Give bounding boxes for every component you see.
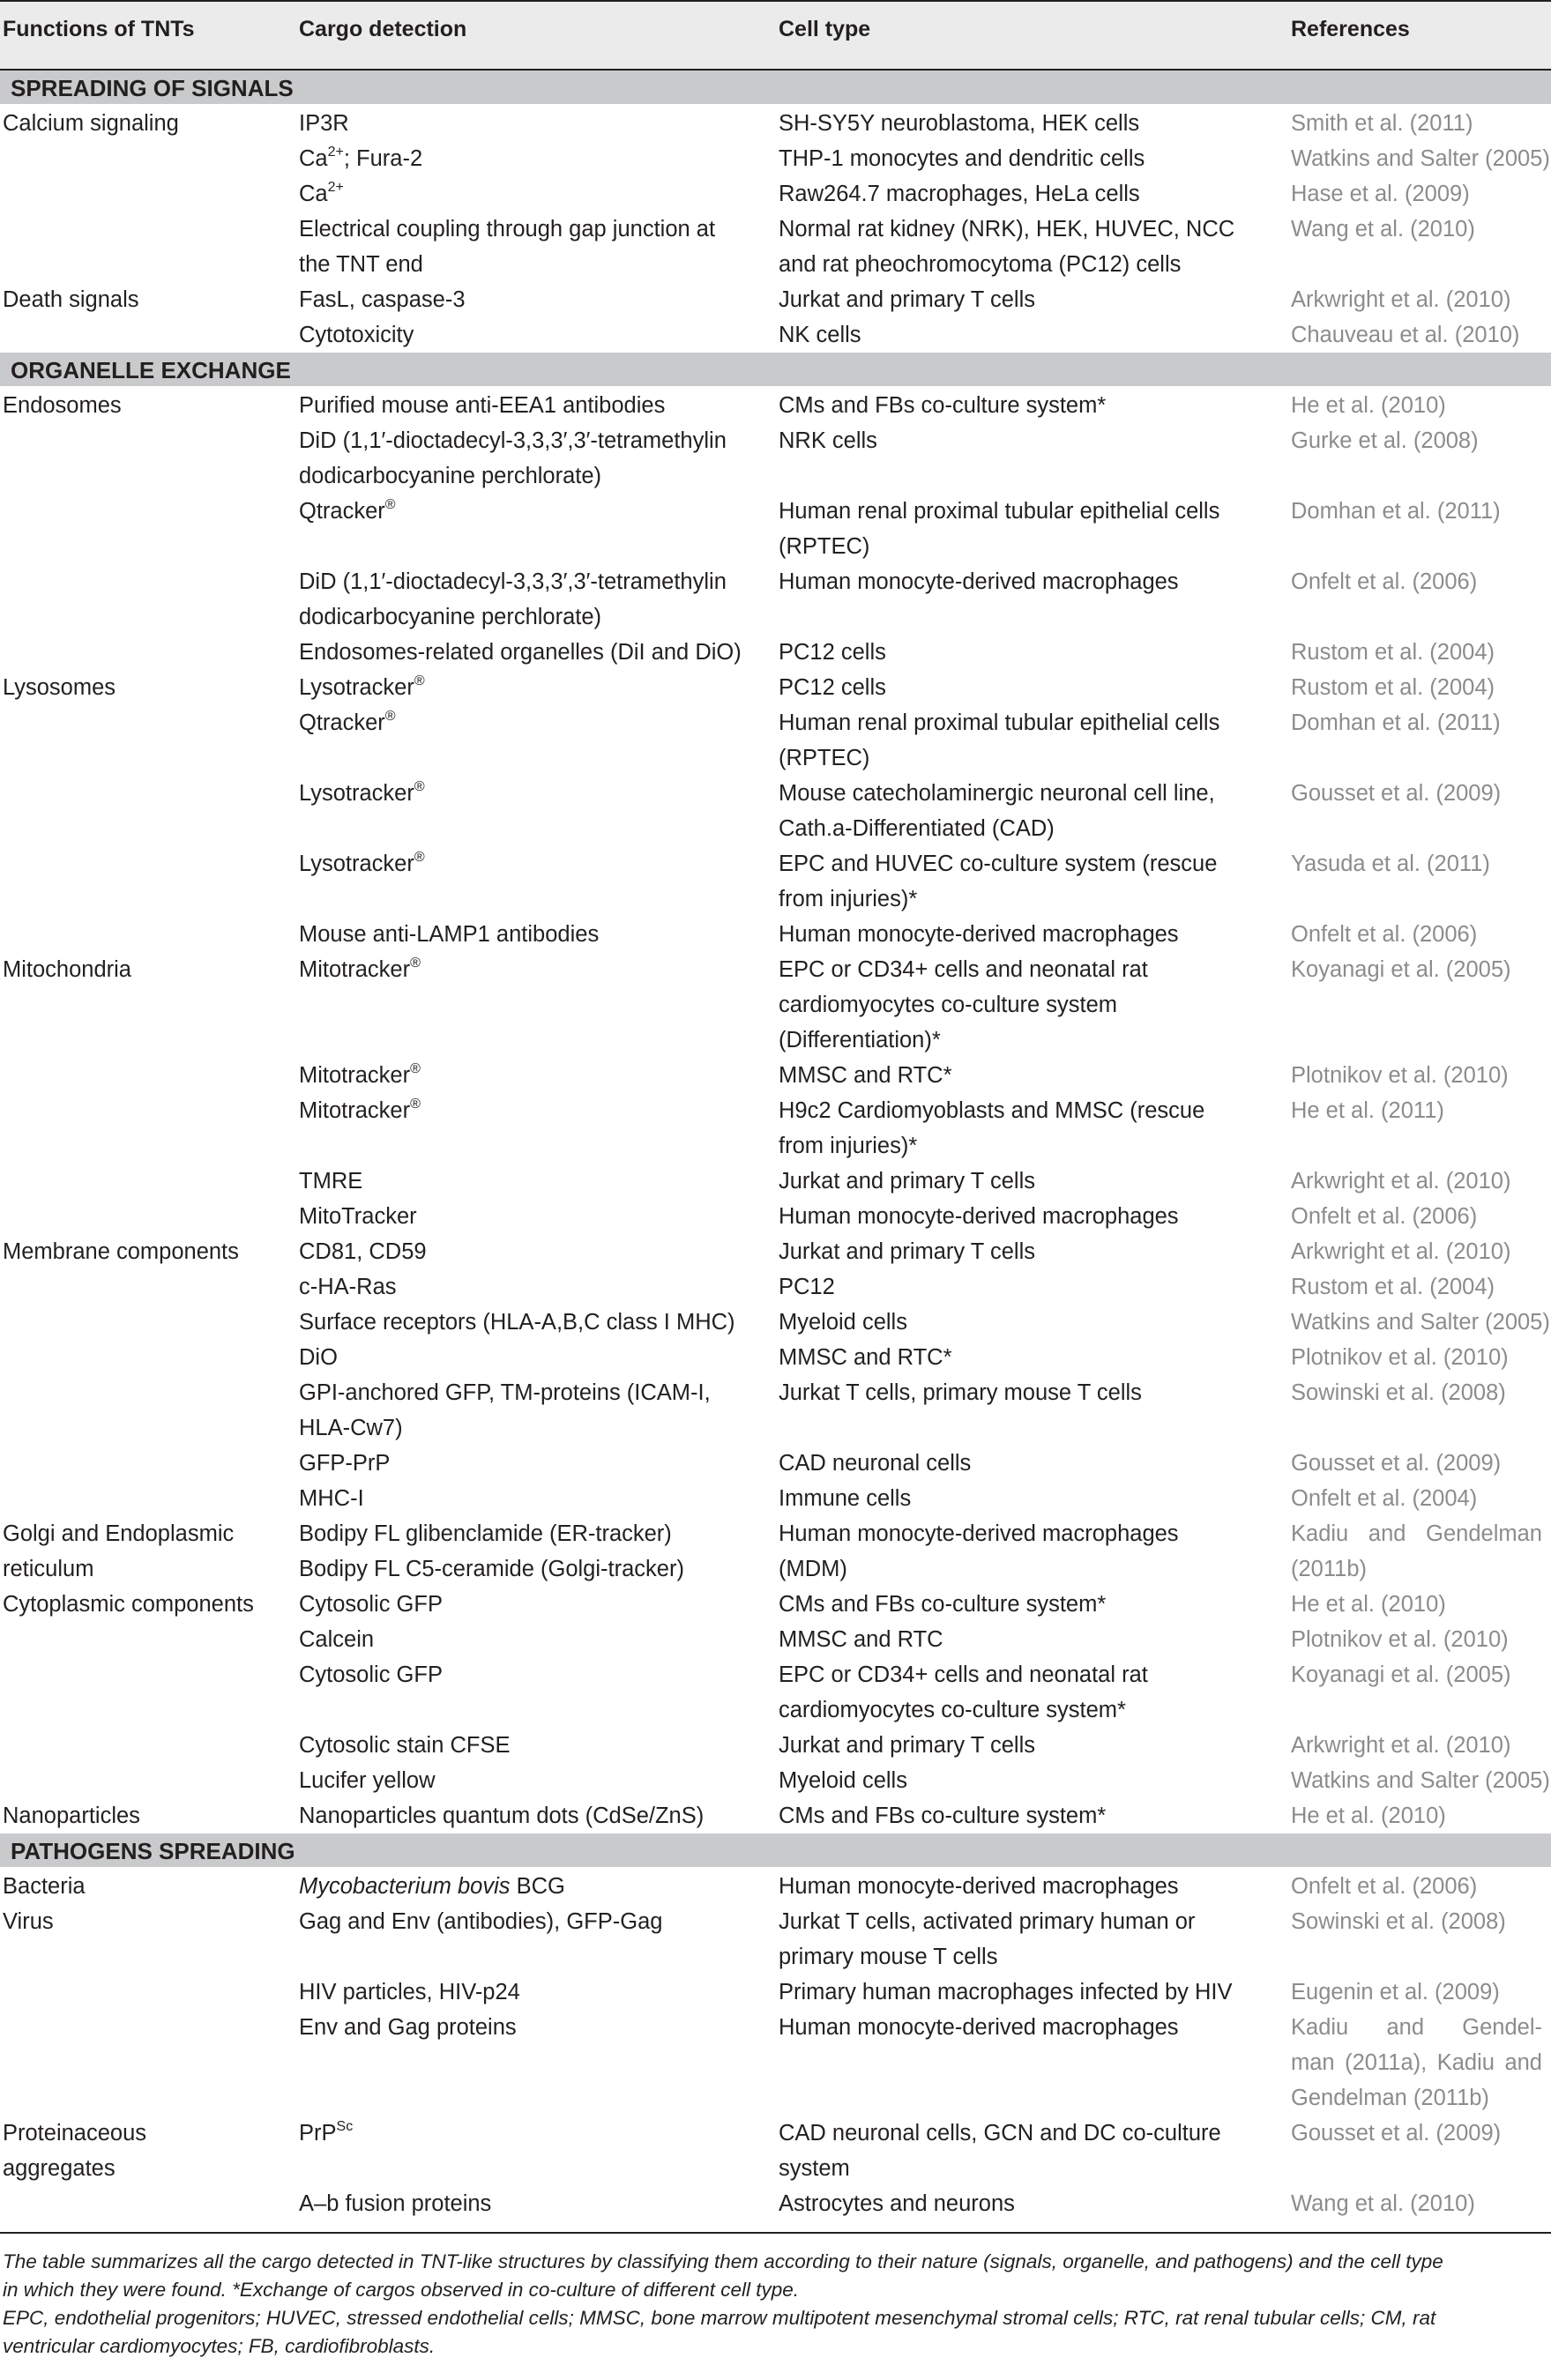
reference-cell: Domhan et al. (2011) [1291, 499, 1501, 524]
cargo-cell: Mitotracker® [299, 955, 421, 982]
cargo-cell: Qtracker® [299, 708, 396, 735]
table-row [0, 1869, 1551, 1904]
reference-cell: Onfelt et al. (2006) [1291, 922, 1478, 947]
cell-type-cell: Normal rat kidney (NRK), HEK, HUVEC, NCC and rat pheochromocytoma (PC12) cells [779, 217, 1235, 277]
cargo-cell: Lysotracker® [299, 849, 425, 876]
table-header [0, 0, 1551, 71]
reference-cell: Wang et al. (2010) [1291, 217, 1475, 242]
cell-type-cell: NRK cells [779, 428, 877, 453]
cell-type-cell: Human monocyte-derived macrophages [779, 1204, 1179, 1229]
section-header [0, 1833, 1551, 1867]
cargo-cell: Env and Gag proteins [299, 2015, 517, 2040]
cargo-cell: Mitotracker® [299, 1060, 421, 1088]
cell-type-cell: Jurkat and primary T cells [779, 1239, 1035, 1264]
function-cell: Calcium signaling [3, 111, 179, 136]
cargo-cell: MitoTracker [299, 1204, 417, 1229]
table-row [0, 1657, 1551, 1728]
cell-type-cell: Raw264.7 macrophages, HeLa cells [779, 182, 1140, 206]
cargo-cell: Surface receptors (HLA-A,B,C class I MHC) [299, 1310, 735, 1335]
cargo-cell: Cytosolic GFP [299, 1592, 443, 1617]
cargo-cell: Purified mouse anti-EEA1 antibodies [299, 393, 666, 418]
table-row [0, 176, 1551, 212]
reference-cell: Arkwright et al. (2010) [1291, 287, 1511, 312]
table-row [0, 917, 1551, 952]
table-row [0, 1446, 1551, 1481]
table-row [0, 1975, 1551, 2010]
reference-cell: Wang et al. (2010) [1291, 2191, 1475, 2216]
reference-cell: Rustom et al. (2004) [1291, 1275, 1495, 1299]
cell-type-cell: CAD neuronal cells [779, 1451, 972, 1476]
reference-cell: Onfelt et al. (2006) [1291, 1874, 1478, 1899]
table-row [0, 776, 1551, 846]
cargo-cell: Cytotoxicity [299, 323, 414, 347]
table-row [0, 705, 1551, 776]
table-row [0, 846, 1551, 917]
cell-type-cell: Human monocyte-derived macrophages [779, 922, 1179, 947]
table-row [0, 1164, 1551, 1199]
cargo-cell: Lysotracker® [299, 673, 425, 700]
table-row [0, 2010, 1551, 2116]
cell-type-cell: CMs and FBs co-culture system* [779, 1592, 1107, 1617]
cargo-cell: Endosomes-related organelles (DiI and DiO) [299, 640, 742, 665]
cargo-cell: DiD (1,1′-dioctadecyl-3,3,3′,3′-tetramethylin dodicarbocyanine perchlorate) [299, 569, 727, 629]
reference-cell: Sowinski et al. (2008) [1291, 1909, 1506, 1934]
reference-cell: Watkins and Salter (2005) [1291, 1310, 1550, 1335]
table-row [0, 1798, 1551, 1833]
table-row [0, 1058, 1551, 1093]
section-header [0, 71, 1551, 104]
cargo-cell: Mycobacterium bovis BCG [299, 1874, 565, 1899]
cargo-cell: Gag and Env (antibodies), GFP-Gag [299, 1909, 663, 1934]
table-row [0, 1234, 1551, 1269]
table-body [0, 71, 1551, 2221]
reference-cell: Eugenin et al. (2009) [1291, 1980, 1500, 2004]
table-row [0, 1481, 1551, 1516]
cargo-cell: CD81, CD59 [299, 1239, 427, 1264]
reference-cell: Rustom et al. (2004) [1291, 675, 1495, 700]
table-row [0, 1340, 1551, 1375]
cargo-cell: GFP-PrP [299, 1451, 391, 1476]
cargo-cell: $Ca^{2+}$; Fura-2 [299, 144, 423, 171]
table-row [0, 106, 1551, 141]
reference-cell: Plotnikov et al. (2010) [1291, 1345, 1509, 1370]
footnote-line: in which they were found. *Exchange of cargos observed in co-culture of different cell type. [3, 2279, 799, 2301]
cell-type-cell: Human renal proximal tubular epithelial cells (RPTEC) [779, 710, 1220, 770]
reference-cell: Kadiu and Gendel- man (2011a), Kadiu and Gendelman (2011b) [1291, 2015, 1542, 2110]
reference-cell: Koyanagi et al. (2005) [1291, 1662, 1511, 1687]
table-row [0, 212, 1551, 282]
cell-type-cell: MMSC and RTC* [779, 1063, 952, 1088]
table-row [0, 1093, 1551, 1164]
cell-type-cell: Jurkat T cells, activated primary human or primary mouse T cells [779, 1909, 1196, 1969]
table-row [0, 1622, 1551, 1657]
reference-cell: He et al. (2010) [1291, 1804, 1446, 1828]
function-cell: Membrane components [3, 1239, 239, 1264]
function-cell: Lysosomes [3, 675, 116, 700]
table-bottom-rule [0, 2232, 1551, 2234]
reference-cell: Arkwright et al. (2010) [1291, 1169, 1511, 1194]
reference-cell: Hase et al. (2009) [1291, 182, 1470, 206]
table-row [0, 388, 1551, 423]
cell-type-cell: Immune cells [779, 1486, 912, 1511]
cell-type-cell: Human monocyte-derived macrophages [779, 2015, 1179, 2040]
table-row [0, 2186, 1551, 2221]
section-title: PATHOGENS SPREADING [11, 1838, 295, 1864]
function-cell: Nanoparticles [3, 1804, 140, 1828]
cell-type-cell: H9c2 Cardiomyoblasts and MMSC (rescue from injuries)* [779, 1098, 1205, 1158]
cell-type-cell: EPC and HUVEC co-culture system (rescue from injuries)* [779, 852, 1218, 911]
cargo-cell: Nanoparticles quantum dots (CdSe/ZnS) [299, 1804, 705, 1828]
table-row [0, 1516, 1551, 1587]
function-cell: Death signals [3, 287, 139, 312]
function-cell: Virus [3, 1909, 54, 1934]
table-row [0, 1587, 1551, 1622]
cargo-cell: Mouse anti-LAMP1 antibodies [299, 922, 600, 947]
function-cell: Endosomes [3, 393, 122, 418]
cargo-cell: DiO [299, 1345, 338, 1370]
table-row [0, 670, 1551, 705]
table-row [0, 2116, 1551, 2186]
reference-cell: Kadiu and Gendelman (2011b) [1291, 1521, 1542, 1581]
cell-type-cell: MMSC and RTC [779, 1627, 943, 1652]
cell-type-cell: EPC or CD34+ cells and neonatal rat cardiomyocytes co-culture system* [779, 1662, 1148, 1722]
table-row [0, 1763, 1551, 1798]
reference-cell: He et al. (2010) [1291, 393, 1446, 418]
footnote-line: ventricular cardiomyocytes; FB, cardiofibroblasts. [3, 2335, 436, 2357]
reference-cell: Arkwright et al. (2010) [1291, 1733, 1511, 1758]
table-row [0, 282, 1551, 317]
cargo-cell: Cytosolic GFP [299, 1662, 443, 1687]
function-cell: Proteinaceous aggregates [3, 2121, 147, 2181]
cell-type-cell: Jurkat and primary T cells [779, 287, 1035, 312]
table-row [0, 952, 1551, 1058]
function-cell: Cytoplasmic components [3, 1592, 254, 1617]
section-title: SPREADING OF SIGNALS [11, 75, 294, 101]
cell-type-cell: PC12 cells [779, 640, 886, 665]
cell-type-cell: Human monocyte-derived macrophages [779, 1874, 1179, 1899]
table-row [0, 635, 1551, 670]
cell-type-cell: Myeloid cells [779, 1310, 907, 1335]
cell-type-cell: EPC or CD34+ cells and neonatal rat cardiomyocytes co-culture system (Differentiation)* [779, 957, 1148, 1052]
reference-cell: Onfelt et al. (2006) [1291, 569, 1478, 594]
reference-cell: Plotnikov et al. (2010) [1291, 1627, 1509, 1652]
cargo-cell: IP3R [299, 111, 349, 136]
table-row [0, 1904, 1551, 1975]
table-row [0, 1269, 1551, 1305]
table-row [0, 564, 1551, 635]
table-row [0, 317, 1551, 353]
cell-type-cell: Human monocyte-derived macrophages [779, 569, 1179, 594]
reference-cell: Chauveau et al. (2010) [1291, 323, 1520, 347]
cargo-cell: Lysotracker® [299, 778, 425, 806]
reference-cell: Arkwright et al. (2010) [1291, 1239, 1511, 1264]
reference-cell: Gurke et al. (2008) [1291, 428, 1479, 453]
cargo-cell: c-HA-Ras [299, 1275, 397, 1299]
cell-type-cell: CMs and FBs co-culture system* [779, 1804, 1107, 1828]
cargo-cell: Qtracker® [299, 496, 396, 524]
cargo-cell: DiD (1,1′-dioctadecyl-3,3,3′,3′-tetramethylin dodicarbocyanine perchlorate) [299, 428, 727, 488]
cell-type-cell: Jurkat and primary T cells [779, 1733, 1035, 1758]
cell-type-cell: CAD neuronal cells, GCN and DC co-culture system [779, 2121, 1221, 2181]
function-cell: Golgi and Endoplasmic reticulum [3, 1521, 235, 1581]
cell-type-cell: Jurkat T cells, primary mouse T cells [779, 1380, 1142, 1405]
footnote-line: EPC, endothelial progenitors; HUVEC, stressed endothelial cells; MMSC, bone marrow multipotent mesenchymal stromal cells; RTC, rat renal tubular cells; CM, rat [3, 2307, 1436, 2329]
cell-type-cell: MMSC and RTC* [779, 1345, 952, 1370]
table-footnote [3, 2248, 1546, 2361]
header-cell-type: Cell type [779, 17, 871, 41]
reference-cell: Onfelt et al. (2004) [1291, 1486, 1478, 1511]
reference-cell: He et al. (2010) [1291, 1592, 1446, 1617]
reference-cell: He et al. (2011) [1291, 1098, 1444, 1123]
cargo-cell: Calcein [299, 1627, 375, 1652]
reference-cell: Rustom et al. (2004) [1291, 640, 1495, 665]
reference-cell: Smith et al. (2011) [1291, 111, 1473, 136]
reference-cell: Domhan et al. (2011) [1291, 710, 1501, 735]
header-references: References [1291, 17, 1410, 41]
table-row [0, 423, 1551, 494]
reference-cell: Gousset et al. (2009) [1291, 1451, 1502, 1476]
cell-type-cell: NK cells [779, 323, 861, 347]
reference-cell: Gousset et al. (2009) [1291, 781, 1502, 806]
cargo-cell: Mitotracker® [299, 1096, 421, 1123]
cell-type-cell: Human monocyte-derived macrophages (MDM) [779, 1521, 1179, 1581]
cell-type-cell: THP-1 monocytes and dendritic cells [779, 146, 1145, 171]
cell-type-cell: Astrocytes and neurons [779, 2191, 1015, 2216]
function-cell: Bacteria [3, 1874, 86, 1899]
table-row [0, 141, 1551, 176]
cargo-cell: HIV particles, HIV-p24 [299, 1980, 520, 2004]
reference-cell: Gousset et al. (2009) [1291, 2121, 1502, 2146]
reference-cell: Plotnikov et al. (2010) [1291, 1063, 1509, 1088]
cell-type-cell: Human renal proximal tubular epithelial cells (RPTEC) [779, 499, 1220, 559]
section-title: ORGANELLE EXCHANGE [11, 357, 291, 383]
cargo-cell: Cytosolic stain CFSE [299, 1733, 511, 1758]
cargo-cell: FasL, caspase-3 [299, 287, 466, 312]
cargo-cell: Lucifer yellow [299, 1768, 436, 1793]
cell-type-cell: Jurkat and primary T cells [779, 1169, 1035, 1194]
reference-cell: Watkins and Salter (2005) [1291, 1768, 1550, 1793]
cell-type-cell: SH-SY5Y neuroblastoma, HEK cells [779, 111, 1140, 136]
cargo-cell: GPI-anchored GFP, TM-proteins (ICAM-I, HLA-Cw7) [299, 1380, 711, 1440]
reference-cell: Onfelt et al. (2006) [1291, 1204, 1478, 1229]
section-header [0, 353, 1551, 386]
table-row [0, 1199, 1551, 1234]
cargo-cell: Bodipy FL glibenclamide (ER-tracker) Bodipy FL C5-ceramide (Golgi-tracker) [299, 1521, 684, 1581]
header-cargo: Cargo detection [299, 17, 467, 41]
cell-type-cell: PC12 [779, 1275, 835, 1299]
header-functions: Functions of TNTs [3, 17, 195, 41]
table-row [0, 1305, 1551, 1340]
cell-type-cell: CMs and FBs co-culture system* [779, 393, 1107, 418]
cargo-cell: TMRE [299, 1169, 363, 1194]
cargo-cell: A–b fusion proteins [299, 2191, 492, 2216]
function-cell: Mitochondria [3, 957, 131, 982]
cargo-cell: Electrical coupling through gap junction at the TNT end [299, 217, 716, 277]
reference-cell: Yasuda et al. (2011) [1291, 852, 1490, 876]
cargo-cell: $Ca^{2+}$ [299, 179, 344, 206]
cell-type-cell: Mouse catecholaminergic neuronal cell line, Cath.a-Differentiated (CAD) [779, 781, 1215, 841]
cell-type-cell: Primary human macrophages infected by HIV [779, 1980, 1233, 2004]
cargo-cell: PrP$^{Sc}$ [299, 2118, 354, 2146]
cargo-cell: MHC-I [299, 1486, 364, 1511]
table-row [0, 1375, 1551, 1446]
table-row [0, 494, 1551, 564]
footnote-line: The table summarizes all the cargo detected in TNT-like structures by classifying them according to their nature (signals, organelle, and pathogens) and the cell type [3, 2250, 1443, 2272]
reference-cell: Watkins and Salter (2005) [1291, 146, 1550, 171]
cell-type-cell: Myeloid cells [779, 1768, 907, 1793]
reference-cell: Koyanagi et al. (2005) [1291, 957, 1511, 982]
reference-cell: Sowinski et al. (2008) [1291, 1380, 1506, 1405]
table-row [0, 1728, 1551, 1763]
cell-type-cell: PC12 cells [779, 675, 886, 700]
